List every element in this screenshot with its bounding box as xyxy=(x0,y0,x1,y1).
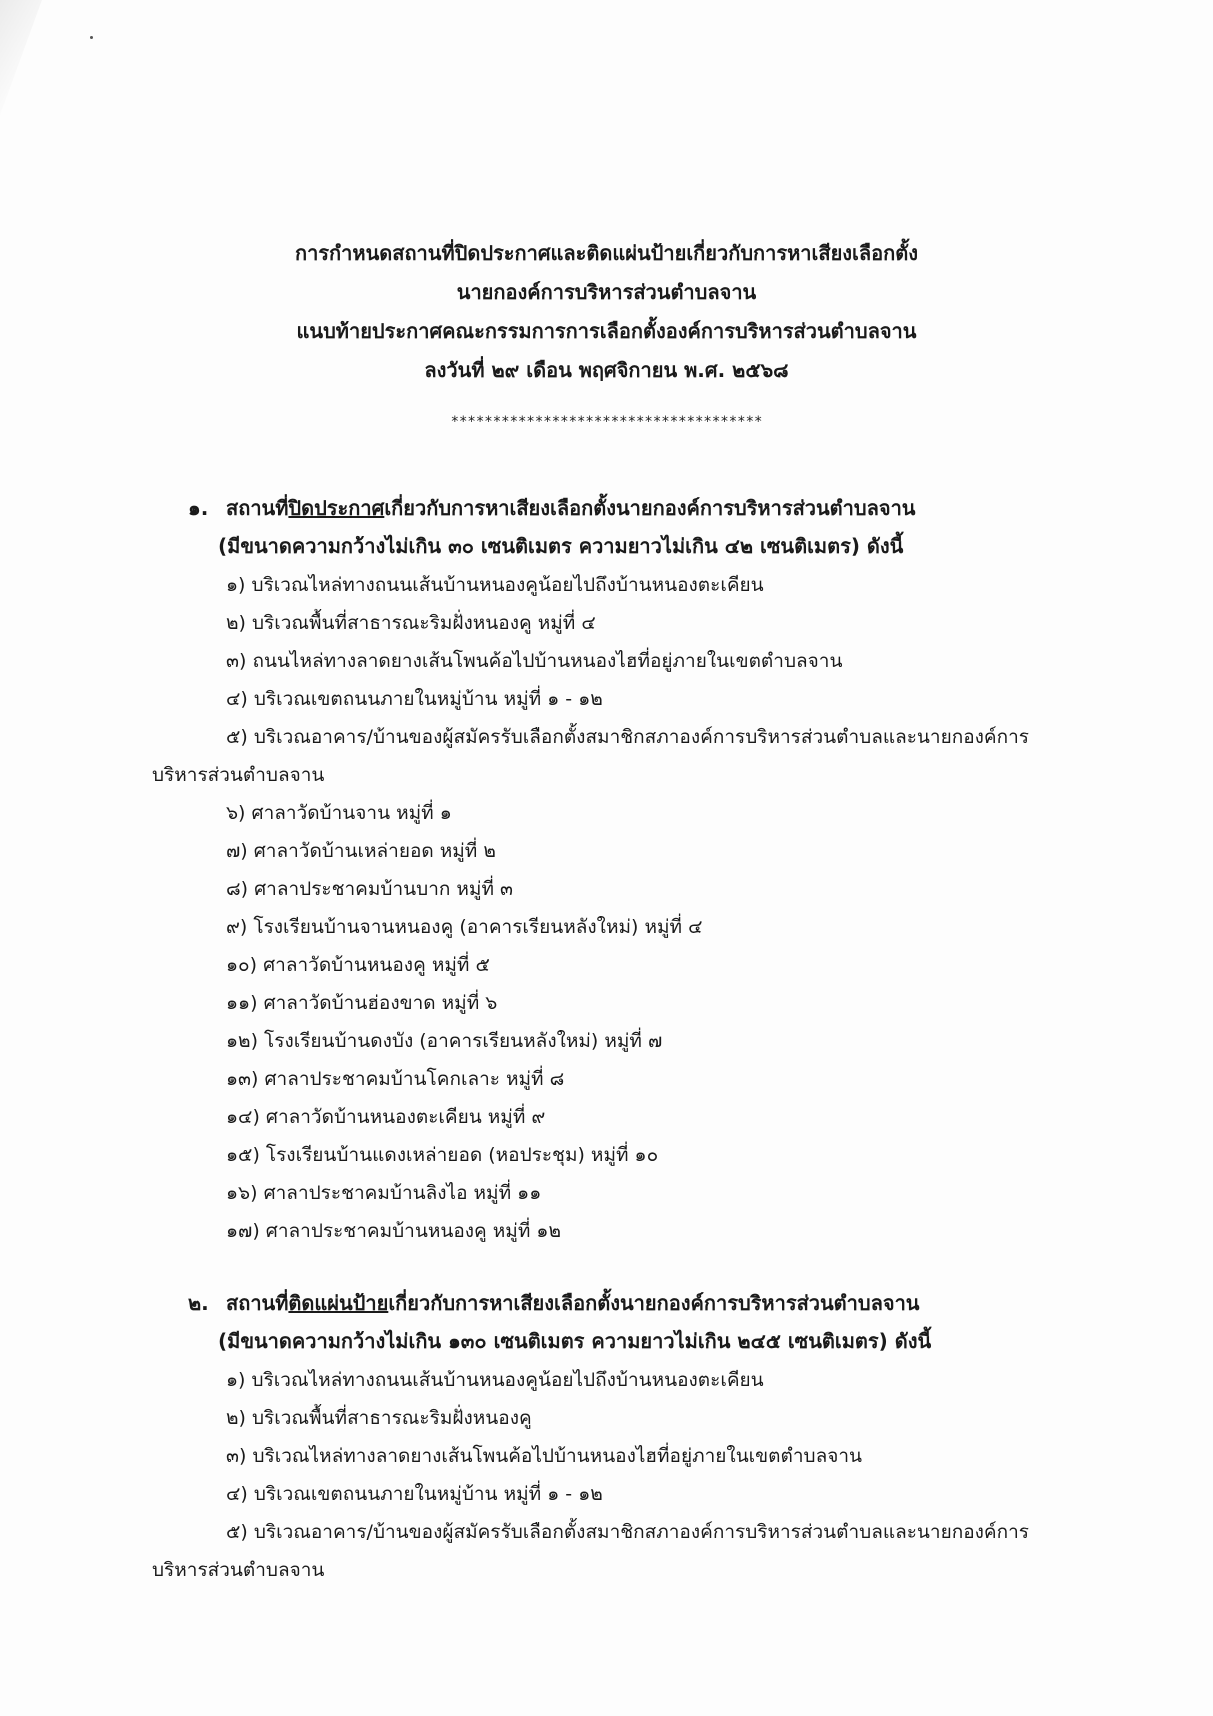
section-1-size-line: (มีขนาดความกว้างไม่เกิน ๓๐ เซนติเมตร ความยาวไม่เกิน ๔๒ เซนติเมตร) ดังนี้ xyxy=(218,534,904,558)
section-1-item: ๖) ศาลาวัดบ้านจาน หมู่ที่ ๑ xyxy=(226,802,452,824)
section-2-item: ๑) บริเวณไหล่ทางถนนเส้นบ้านหนองคูน้อยไปถึงบ้านหนองตะเคียน xyxy=(226,1369,764,1391)
section-1-item-continuation: บริหารส่วนตำบลจาน xyxy=(152,764,325,786)
title-line-2: นายกองค์การบริหารส่วนตำบลจาน xyxy=(456,280,757,304)
title-line-1: การกำหนดสถานที่ปิดประกาศและติดแผ่นป้ายเกี่ยวกับการหาเสียงเลือกตั้ง xyxy=(294,241,919,265)
section-1-item: ๑๗) ศาลาประชาคมบ้านหนองคู หมู่ที่ ๑๒ xyxy=(226,1220,561,1242)
section-1-item: ๒) บริเวณพื้นที่สาธารณะริมฝั่งหนองคู หมู่ที่ ๔ xyxy=(226,612,596,634)
section-1-heading xyxy=(188,495,915,521)
section-1-item: ๘) ศาลาประชาคมบ้านบาก หมู่ที่ ๓ xyxy=(226,878,514,900)
section-1-item: ๑๑) ศาลาวัดบ้านฮ่องขาด หมู่ที่ ๖ xyxy=(226,992,498,1014)
section-1-item: ๙) โรงเรียนบ้านจานหนองคู (อาคารเรียนหลังใหม่) หมู่ที่ ๔ xyxy=(226,916,703,938)
section-1-item: ๑๐) ศาลาวัดบ้านหนองคู หมู่ที่ ๕ xyxy=(226,954,490,976)
section-1-heading-underlined: ปิดประกาศ xyxy=(288,496,385,520)
section-2-item: ๓) บริเวณไหล่ทางลาดยางเส้นโพนค้อไปบ้านหนองไฮที่อยู่ภายในเขตตำบลจาน xyxy=(226,1445,863,1467)
section-1-item: ๔) บริเวณเขตถนนภายในหมู่บ้าน หมู่ที่ ๑ - ๑๒ xyxy=(226,688,603,710)
section-2-item: ๒) บริเวณพื้นที่สาธารณะริมฝั่งหนองคู xyxy=(226,1407,532,1429)
section-1-item: ๑๔) ศาลาวัดบ้านหนองตะเคียน หมู่ที่ ๙ xyxy=(226,1106,546,1128)
section-1-heading-prefix: สถานที่ xyxy=(226,496,289,520)
title-line-4: ลงวันที่ ๒๙ เดือน พฤศจิกายน พ.ศ. ๒๕๖๘ xyxy=(424,358,789,382)
section-2-heading xyxy=(188,1290,919,1316)
section-1-item: ๕) บริเวณอาคาร/บ้านของผู้สมัครรับเลือกตั้งสมาชิกสภาองค์การบริหารส่วนตำบลและนายกองค์การ xyxy=(226,726,1030,748)
section-2-heading-suffix: เกี่ยวกับการหาเสียงเลือกตั้งนายกองค์การบริหารส่วนตำบลจาน xyxy=(388,1291,920,1315)
section-1-item: ๑๒) โรงเรียนบ้านดงบัง (อาคารเรียนหลังใหม่) หมู่ที่ ๗ xyxy=(226,1030,663,1052)
section-2-heading-underlined: ติดแผ่นป้าย xyxy=(288,1291,389,1315)
section-1-heading-suffix: เกี่ยวกับการหาเสียงเลือกตั้งนายกองค์การบริหารส่วนตำบลจาน xyxy=(384,496,916,520)
section-2-item: ๕) บริเวณอาคาร/บ้านของผู้สมัครรับเลือกตั้งสมาชิกสภาองค์การบริหารส่วนตำบลและนายกองค์การ xyxy=(226,1521,1030,1543)
scan-corner-shadow xyxy=(0,0,51,155)
section-2-heading-prefix: สถานที่ xyxy=(226,1291,289,1315)
separator-stars: ************************************* xyxy=(450,414,763,430)
scan-speck xyxy=(90,36,93,39)
section-1-item: ๓) ถนนไหล่ทางลาดยางเส้นโพนค้อไปบ้านหนองไฮที่อยู่ภายในเขตตำบลจาน xyxy=(226,650,843,672)
section-2-size-line: (มีขนาดความกว้างไม่เกิน ๑๓๐ เซนติเมตร ความยาวไม่เกิน ๒๔๕ เซนติเมตร) ดังนี้ xyxy=(218,1329,932,1353)
section-1-number: ๑. xyxy=(188,496,209,520)
section-1-item: ๑) บริเวณไหล่ทางถนนเส้นบ้านหนองคูน้อยไปถึงบ้านหนองตะเคียน xyxy=(226,574,764,596)
section-1-item: ๑๖) ศาลาประชาคมบ้านลิงไอ หมู่ที่ ๑๑ xyxy=(226,1182,542,1204)
section-1-item: ๑๓) ศาลาประชาคมบ้านโคกเลาะ หมู่ที่ ๘ xyxy=(226,1068,565,1090)
section-2-item-continuation: บริหารส่วนตำบลจาน xyxy=(152,1559,325,1581)
section-2-item: ๔) บริเวณเขตถนนภายในหมู่บ้าน หมู่ที่ ๑ - ๑๒ xyxy=(226,1483,603,1505)
title-line-3: แนบท้ายประกาศคณะกรรมการการเลือกตั้งองค์การบริหารส่วนตำบลจาน xyxy=(296,319,917,343)
section-1-item: ๑๕) โรงเรียนบ้านแดงเหล่ายอด (หอประชุม) หมู่ที่ ๑๐ xyxy=(226,1144,659,1166)
section-1-item: ๗) ศาลาวัดบ้านเหล่ายอด หมู่ที่ ๒ xyxy=(226,840,496,862)
section-2-number: ๒. xyxy=(188,1291,209,1315)
